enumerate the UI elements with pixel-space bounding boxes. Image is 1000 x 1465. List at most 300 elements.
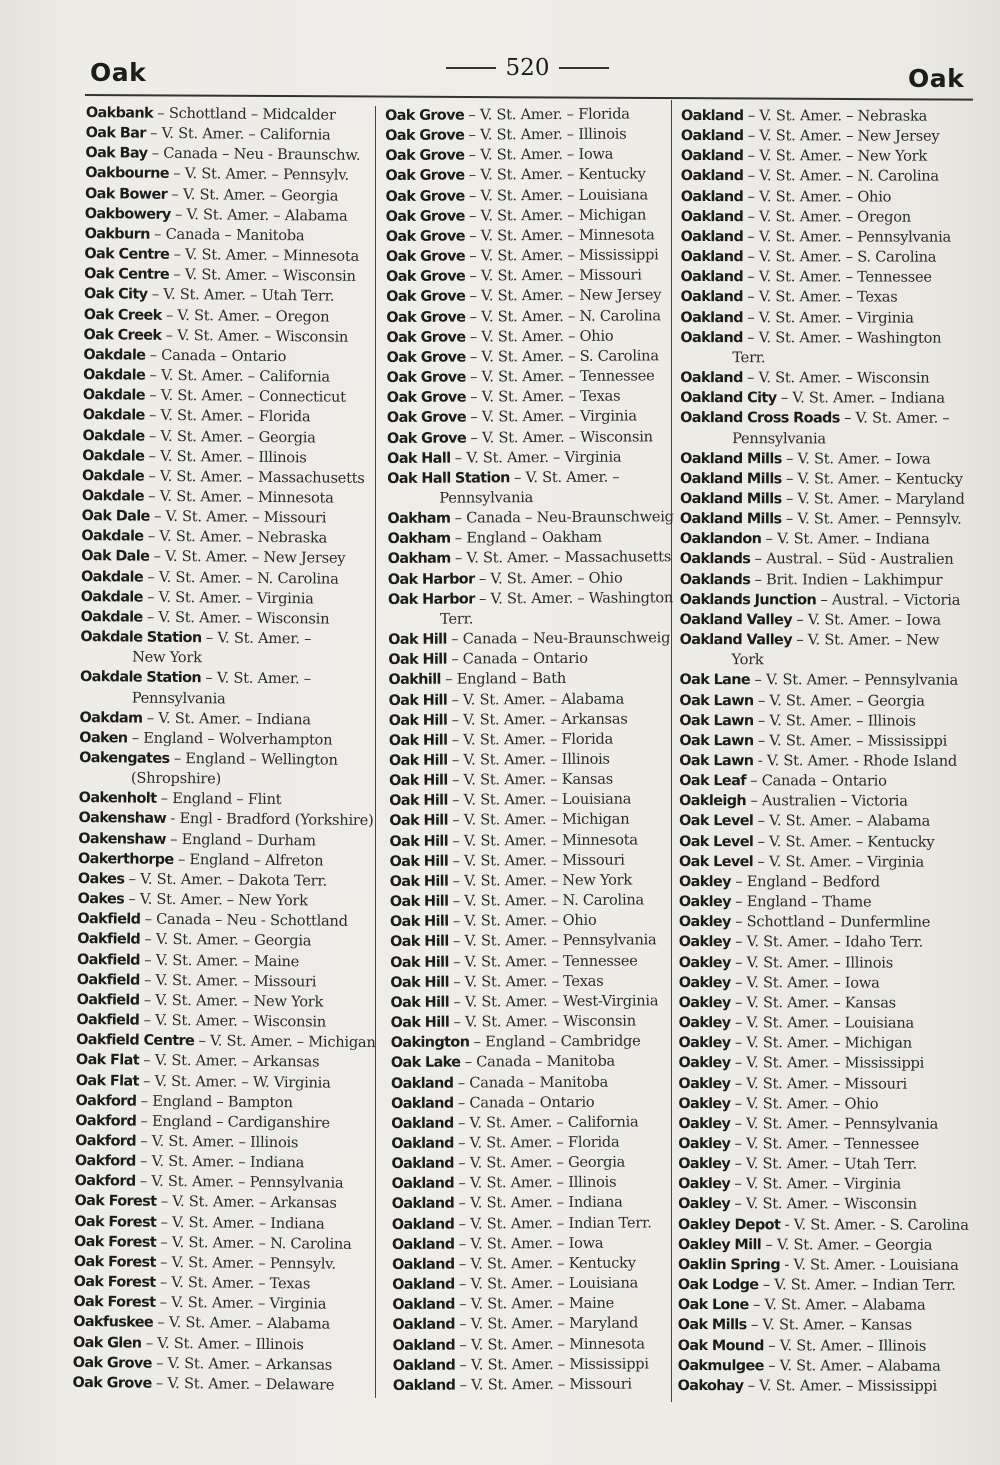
entry-location: – V. St. Amer. – Mississippi	[747, 1377, 937, 1395]
entry	[390, 870, 690, 892]
entry-place-name: Oakley	[678, 914, 731, 931]
entry-location: – Schottland – Midcalder	[157, 104, 336, 124]
entry-location: – V. St. Amer. – Iowa	[796, 611, 941, 629]
entry	[680, 469, 980, 490]
entry	[680, 529, 980, 550]
entry-location: – V. St. Amer. – New Jersey	[153, 548, 346, 568]
entry-location: – V. St. Amer. – Missouri	[734, 1074, 907, 1093]
entry	[386, 326, 686, 348]
entry-place-name: Oakley	[678, 1095, 731, 1112]
entry-location: – V. St. Amer. – Kansas	[735, 994, 896, 1012]
entry-place-name: Oak Level	[679, 853, 754, 870]
entry-location: – V. St. Amer. – Illinois	[468, 125, 627, 144]
entry-location: – V. St. Amer. – S. Carolina	[747, 248, 937, 266]
entry-place-name: Oaklandon	[679, 531, 762, 548]
entry-place-name: Oakham	[387, 551, 451, 568]
entry	[386, 265, 686, 287]
entry-place-name: Oaklin Spring	[677, 1256, 781, 1274]
entry	[678, 1154, 978, 1175]
entry-place-name: Oakland Mills	[679, 490, 782, 508]
entry-place-name: Oakland	[392, 1276, 455, 1294]
entry-place-name: Oakfield	[77, 931, 141, 949]
entry-place-name: Oak Lodge	[677, 1277, 759, 1294]
entry-place-name: Oak Grove	[386, 329, 466, 346]
entry	[681, 106, 981, 127]
entry	[392, 1314, 692, 1336]
entry-location: – England – Durham	[170, 830, 316, 850]
entry-place-name: Oakfield	[76, 971, 140, 989]
entry	[77, 950, 377, 973]
entry-place-name: Oak Forest	[73, 1294, 156, 1312]
entry-place-name: Oak Grove	[72, 1374, 152, 1392]
entry	[73, 1312, 373, 1335]
running-head-right: Oak	[908, 64, 965, 93]
entry	[393, 1374, 693, 1396]
entry-place-name: Oak Harbor	[387, 591, 475, 608]
entry-place-name: Oak Grove	[386, 309, 466, 326]
entry-location: – V. St. Amer. –	[205, 669, 311, 688]
entry-place-name: Oakland	[391, 1115, 454, 1132]
entry	[680, 368, 980, 389]
entry-location: – V. St. Amer. – Virginia	[159, 1294, 327, 1313]
entry	[393, 1354, 693, 1376]
entry-place-name: Oakland Mills	[680, 470, 782, 488]
entry-location: – Australien – Victoria	[750, 792, 908, 810]
entry-place-name: Oak Dale	[81, 508, 150, 525]
entry-place-name: Oak Forest	[73, 1273, 156, 1291]
entry-location: – V. St. Amer. – S. Carolina	[469, 347, 659, 366]
entry-location: – V. St. Amer. – Louisiana	[459, 1274, 639, 1293]
entry-place-name: Oakdale	[81, 528, 144, 545]
entry-location: - V. St. Amer. - S. Carolina	[784, 1215, 969, 1234]
entry-place-name: Oak Flat	[75, 1072, 139, 1090]
entry	[680, 610, 980, 631]
entry-place-name: Oakbowery	[84, 205, 171, 223]
entry-place-name: Oakford	[75, 1132, 137, 1150]
entry-location: – V. St. Amer. – Idaho Terr.	[735, 933, 924, 952]
entry-place-name: Oak Hill	[390, 954, 449, 971]
entry-location: – V. St. Amer. – Utah Terr.	[734, 1155, 917, 1173]
entry-location: – Austral. – Victoria	[820, 591, 961, 609]
entry-place-name: Oakland	[680, 228, 744, 246]
entry	[391, 1092, 691, 1114]
rule-dash-right	[559, 67, 609, 68]
entry-place-name: Oakland Cross Roads	[680, 410, 840, 427]
entry-place-name: Oakley	[678, 1196, 731, 1213]
entry	[392, 1293, 692, 1315]
entry-place-name: Oak Hill	[389, 792, 448, 810]
entry-location: – V. St. Amer. – California	[150, 124, 331, 144]
entry	[680, 590, 980, 611]
entry-place-name: Oak Forest	[74, 1193, 157, 1211]
entry-continuation: York	[731, 651, 764, 669]
entry-location: – Canada – Ontario	[750, 772, 887, 790]
entry-place-name: Oakland	[680, 370, 743, 387]
entry-place-name: Oakland Valley	[679, 632, 793, 649]
entry-place-name: Oak Grove	[385, 248, 466, 266]
entry-location: – V. St. Amer. – Minnesota	[469, 226, 655, 245]
entry	[678, 1295, 978, 1316]
entry-place-name: Oakes	[77, 870, 125, 888]
entry-place-name: Oak Grove	[385, 188, 465, 205]
entry-place-name: Oak Grove	[386, 389, 466, 407]
entry	[678, 1215, 978, 1236]
entry	[681, 187, 981, 208]
entry-location: – V. St. Amer. – Virginia	[757, 852, 924, 871]
entry	[678, 1275, 978, 1296]
entry-continuation: New York	[132, 648, 202, 667]
entry-column-1	[72, 103, 385, 1396]
entry-place-name: Oakland	[392, 1296, 455, 1314]
entry-place-name: Oak Bay	[85, 145, 148, 162]
entry-location: – V. St. Amer. – Virginia	[454, 448, 622, 467]
entry-place-name: Oak Hill	[390, 974, 449, 991]
entry	[679, 711, 979, 732]
entry-place-name: Oakdale Station	[79, 669, 202, 687]
entry-place-name: Oak Bower	[84, 185, 168, 203]
entry	[678, 1053, 978, 1074]
entry	[390, 890, 690, 912]
entry-place-name: Oakenholt	[78, 790, 157, 808]
entry-location: – V. St. Amer. – Maryland	[785, 490, 965, 508]
entry-location: – V. St. Amer. – Oregon	[165, 306, 330, 326]
entry	[678, 1174, 978, 1195]
entry-location: – V. St. Amer. – Louisiana	[452, 790, 632, 809]
entry-location: – V. St. Amer. – Iowa	[458, 1234, 604, 1253]
entry-location: – V. St. Amer. – Alabama	[753, 1296, 926, 1314]
entry	[389, 769, 689, 791]
entry	[80, 627, 380, 670]
entry-place-name: Oakmulgee	[677, 1357, 764, 1374]
entry-location: - V. St. Amer. - Louisiana	[784, 1256, 959, 1274]
entry-place-name: Oakhill	[388, 672, 441, 689]
entry	[391, 1112, 691, 1134]
entry-place-name: Oak City	[83, 286, 148, 304]
entry-location: – V. St. Amer. – Illinois	[735, 953, 893, 972]
entry	[387, 407, 687, 429]
entry-location: – V. St. Amer. – Illinois	[140, 1132, 299, 1152]
entry-place-name: Oak Grove	[385, 167, 465, 185]
entry	[390, 910, 690, 932]
entry-place-name: Oakley	[678, 1176, 731, 1193]
entry-location: – V. St. Amer. – New York	[143, 991, 324, 1011]
entry-location: – V. St. Amer. – Minnesota	[148, 487, 334, 507]
entry-location: – V. St. Amer. – Georgia	[171, 185, 339, 205]
entry-location: – V. St. Amer. – Minnesota	[173, 246, 360, 265]
entry	[83, 405, 383, 428]
entry-location: – V. St. Amer. – Florida	[468, 105, 630, 124]
entry-place-name: Oak Lawn	[679, 712, 754, 729]
entry-location: – Canada – Manitoba	[154, 225, 305, 245]
entry-location: – V. St. Amer. – Mississippi	[757, 732, 948, 750]
entry-place-name: Oakland	[680, 168, 744, 185]
entry	[84, 305, 384, 328]
entry-location: – V. St. Amer. – California	[458, 1113, 639, 1132]
entry-location: – V. St. Amer. – Michigan	[198, 1032, 376, 1052]
entry-place-name: Oak Grove	[386, 430, 467, 447]
entry-place-name: Oaken	[79, 729, 128, 747]
entry-place-name: Oakley	[678, 1075, 731, 1092]
entry-place-name: Oak Centre	[84, 266, 170, 284]
entry	[75, 1091, 375, 1114]
entry-location: – V. St. Amer. – Illinois	[451, 750, 610, 769]
entry-place-name: Oakley	[678, 954, 731, 971]
entry-place-name: Oaklands Junction	[679, 591, 817, 609]
entry-location: – V. St. Amer. – Connecticut	[149, 386, 346, 406]
entry-place-name: Oak Glen	[72, 1334, 142, 1352]
entry-place-name: Oak Grove	[385, 208, 465, 225]
entry-place-name: Oakdale	[82, 447, 145, 465]
entry-place-name: Oak Bar	[85, 125, 146, 142]
entry-location: – Canada – Ontario	[451, 649, 588, 668]
entry-location: – V. St. Amer. – New York	[128, 890, 308, 910]
entry-place-name: Oak Hill	[388, 631, 447, 649]
entry-location: – V. St. Amer. – Texas	[453, 972, 604, 991]
entry-place-name: Oakdale	[80, 568, 144, 586]
entry-location: – England – Bedford	[735, 873, 880, 891]
entry-place-name: Oak Hill	[388, 712, 448, 729]
entry-place-name: Oakland	[392, 1377, 456, 1394]
entry	[680, 308, 980, 329]
entry-location: – V. St. Amer. –	[514, 468, 620, 487]
entry	[78, 829, 378, 852]
entry-place-name: Oakdale	[82, 427, 145, 445]
entry-place-name: Oak Hill	[390, 1014, 450, 1032]
entry-location: – V. St. Amer. – Alabama	[157, 1314, 331, 1333]
entry	[678, 1235, 978, 1256]
entry-place-name: Oakdale	[83, 367, 146, 384]
entry-location: – V. St. Amer. – Florida	[458, 1133, 620, 1152]
entry-place-name: Oakford	[74, 1153, 136, 1170]
entry-place-name: Oakley	[678, 994, 731, 1012]
entry-place-name: Oakbank	[85, 104, 154, 122]
entry	[385, 185, 685, 207]
entry-place-name: Oak Hill	[388, 752, 448, 769]
entry-location: – V. St. Amer. – Ohio	[478, 569, 623, 588]
entry	[85, 163, 385, 186]
entry-place-name: Oakleigh	[679, 793, 747, 810]
entry-location: – Canada – Ontario	[457, 1093, 595, 1112]
entry-place-name: Oak Hill	[389, 873, 449, 890]
entry-place-name: Oak Grove	[385, 127, 465, 145]
entry-place-name: Oakland	[680, 269, 744, 286]
entry-location: – England – Cambridge	[473, 1032, 641, 1051]
entry	[680, 449, 980, 470]
entry-location: – V. St. Amer. – Pennsylvania	[734, 1114, 939, 1133]
entry	[389, 709, 689, 731]
entry-place-name: Oakland	[680, 249, 744, 266]
entry-location: – V. St. Amer. – N. Carolina	[747, 167, 939, 186]
entry	[392, 1233, 692, 1255]
entry-location: – V. St. Amer. – Michigan	[734, 1034, 912, 1052]
entry-location: – V. St. Amer. – Georgia	[765, 1235, 933, 1254]
entry-location: – V. St. Amer. – Arkansas	[143, 1051, 320, 1071]
entry	[679, 1033, 979, 1054]
entry	[678, 1376, 978, 1397]
entry	[680, 630, 980, 671]
entry-location: – V. St. Amer. – Indiana	[458, 1194, 623, 1213]
entry	[389, 689, 689, 711]
entry	[393, 1334, 693, 1356]
entry-place-name: Oakford	[74, 1173, 136, 1190]
entry-location: – V. St. Amer. – Massachusetts	[148, 467, 365, 487]
entry-location: – V. St. Amer. – New York	[747, 147, 928, 165]
entry	[679, 771, 979, 792]
entry-location: – V. St. Amer. – Indian Terr.	[762, 1276, 956, 1294]
entry-location: – V. St. Amer. – Utah Terr.	[151, 286, 335, 306]
entry-place-name: Oak Lawn	[679, 752, 754, 770]
entry-location: – V. St. Amer. – Illinois	[757, 711, 916, 730]
entry-place-name: Oak Level	[679, 813, 754, 830]
entry	[390, 850, 690, 872]
entry-location: – V. St. Amer. – N. Carolina	[452, 891, 645, 910]
entry-location: – Canada – Manitoba	[457, 1073, 609, 1092]
entry-place-name: Oak Grove	[385, 228, 465, 245]
entry-location: – V. St. Amer. – Mississippi	[734, 1054, 925, 1072]
entry-location: – V. St. Amer. – Pennsylvania	[453, 931, 657, 951]
entry-location: – V. St. Amer. – N. Carolina	[147, 568, 339, 588]
entry-place-name: Oakfield Centre	[76, 1032, 195, 1050]
entry-place-name: Oakland	[680, 329, 743, 346]
entry	[76, 1070, 376, 1093]
entry-place-name: Oakham	[387, 510, 451, 528]
entry-place-name: Oakham	[387, 530, 451, 548]
entry-place-name: Oakfield	[76, 1011, 140, 1029]
entry-place-name: Oak Hill	[389, 813, 448, 830]
entry	[389, 830, 689, 852]
entry-place-name: Oakes	[77, 891, 125, 908]
entry	[679, 751, 979, 772]
entry-location: – Brit. Indien – Lakhimpur	[754, 570, 943, 589]
entry	[82, 425, 382, 448]
entry-place-name: Oakland	[392, 1337, 456, 1354]
entry-location: – England – Oakham	[454, 528, 602, 547]
entry-location: – V. St. Amer. – Texas	[747, 288, 898, 306]
entry	[678, 1134, 978, 1155]
entry-location: – V. St. Amer. – Washington	[747, 328, 942, 347]
entry-place-name: Oak Hill	[389, 772, 448, 790]
entry-location: - Engl - Bradford (Yorkshire)	[170, 810, 374, 830]
entry	[679, 912, 979, 933]
entry-place-name: Oak Hill	[390, 994, 450, 1011]
entry-location: – V. St. Amer. – Wisconsin	[734, 1195, 917, 1214]
entry-location: – V. St. Amer. – Pennsylv.	[173, 165, 349, 185]
entry-place-name: Oak Hall	[387, 450, 451, 467]
entry-location: – V. St. Amer. – Pennsylvania	[754, 671, 958, 690]
entry-location: – V. St. Amer. – Kansas	[452, 770, 614, 789]
entry-place-name: Oakland	[391, 1095, 454, 1112]
entry	[679, 953, 979, 974]
entry-location: – V. St. Amer. – Oregon	[747, 207, 911, 226]
entry-place-name: Oak Hill	[389, 913, 449, 931]
entry	[392, 1273, 692, 1295]
entry-location: – V. St. Amer. – California	[149, 366, 330, 386]
entry-place-name: Oakley	[678, 894, 731, 911]
entry-place-name: Oakdale	[80, 588, 143, 606]
entry-location: – England – Bampton	[140, 1092, 293, 1111]
entry-place-name: Oakley	[678, 974, 731, 991]
entry-location: – V. St. Amer. – Minnesota	[452, 831, 638, 850]
entry-place-name: Oakfield	[76, 951, 141, 969]
entry	[80, 667, 380, 710]
entry-location: – V. St. Amer. – Kentucky	[757, 832, 935, 851]
entry-location: – V. St. Amer. – Tennessee	[747, 268, 932, 286]
entry	[387, 467, 687, 509]
entry-place-name: Oakland	[680, 289, 744, 306]
entry-location: – V. St. Amer. – Florida	[451, 730, 614, 749]
entry	[678, 1315, 978, 1336]
entry-location: – V. St. Amer. – Texas	[470, 387, 621, 406]
entry-place-name: Oakland	[391, 1175, 455, 1193]
entry	[77, 929, 377, 952]
entry	[679, 852, 979, 873]
entry-column-2	[385, 104, 693, 1396]
entry-location: – V. St. Amer. – Virginia	[147, 588, 314, 608]
entry	[390, 971, 690, 993]
entry-location: – V. St. Amer. – Illinois	[145, 1334, 304, 1353]
entry-place-name: Oak Lawn	[679, 692, 754, 709]
entry-place-name: Oak Grove	[72, 1354, 152, 1372]
entry-location: – V. St. Amer. – Dakota Terr.	[128, 870, 327, 890]
entry-location: – Canada – Neu - Schottland	[144, 910, 348, 931]
entry-location: – V. St. Amer. – Florida	[149, 407, 311, 426]
entry	[388, 648, 688, 670]
entry	[678, 1194, 978, 1215]
entry-place-name: Oak Grove	[386, 288, 466, 306]
entry-place-name: Oak Mound	[677, 1337, 764, 1354]
entry-place-name: Oakley	[678, 1035, 731, 1052]
entry-place-name: Oakland	[680, 107, 744, 125]
entry-place-name: Oakland	[680, 188, 744, 205]
entry-place-name: Oak Flat	[75, 1052, 140, 1069]
entry	[385, 165, 685, 187]
entry-location: – V. St. Amer. – Missouri	[144, 971, 317, 991]
entry-place-name: Oak Hill	[389, 833, 449, 850]
entry-location: – V. St. Amer. – Iowa	[468, 145, 614, 164]
entry-location: – V. St. Amer. – Georgia	[458, 1153, 626, 1172]
entry-location: – V. St. Amer. – Georgia	[148, 427, 316, 446]
entry-place-name: Oakland	[391, 1236, 455, 1253]
entry	[680, 328, 980, 369]
entry-place-name: Oak Lone	[677, 1297, 749, 1314]
entry-location: – V. St. Amer. – Maine	[144, 951, 300, 970]
entry-location: – V. St. Amer. – Indiana	[780, 389, 945, 407]
entry	[679, 791, 979, 812]
entry-place-name: Oak Creek	[83, 326, 162, 344]
entry-location: – V. St. Amer. – N. Carolina	[160, 1233, 352, 1253]
entry-place-name: Oakland	[392, 1357, 456, 1374]
entry-place-name: Oakfuskee	[73, 1314, 154, 1332]
entry-location: – Canada – Neu - Braunschw.	[151, 145, 361, 165]
entry-continuation: Terr.	[440, 610, 474, 628]
entry-place-name: Oakdale Station	[80, 629, 202, 647]
entry-location: – V. St. Amer. – New York	[452, 871, 632, 890]
entry-location: – V. St. Amer. – Indiana	[765, 530, 930, 548]
entry	[390, 951, 690, 973]
entry	[388, 527, 688, 549]
entry	[388, 568, 688, 590]
entry-continuation: Terr.	[732, 349, 766, 367]
entry-location: – V. St. Amer. – Nebraska	[747, 107, 928, 125]
entry-location: – V. St. Amer. – Wisconsin	[453, 1012, 636, 1031]
entry	[386, 205, 686, 227]
entry-place-name: Oakley	[678, 934, 731, 951]
entry	[78, 808, 378, 831]
entry-place-name: Oakley	[678, 1055, 731, 1072]
entry-place-name: Oakdale	[80, 608, 143, 626]
entry	[679, 731, 979, 752]
entry-place-name: Oakdam	[79, 709, 143, 727]
